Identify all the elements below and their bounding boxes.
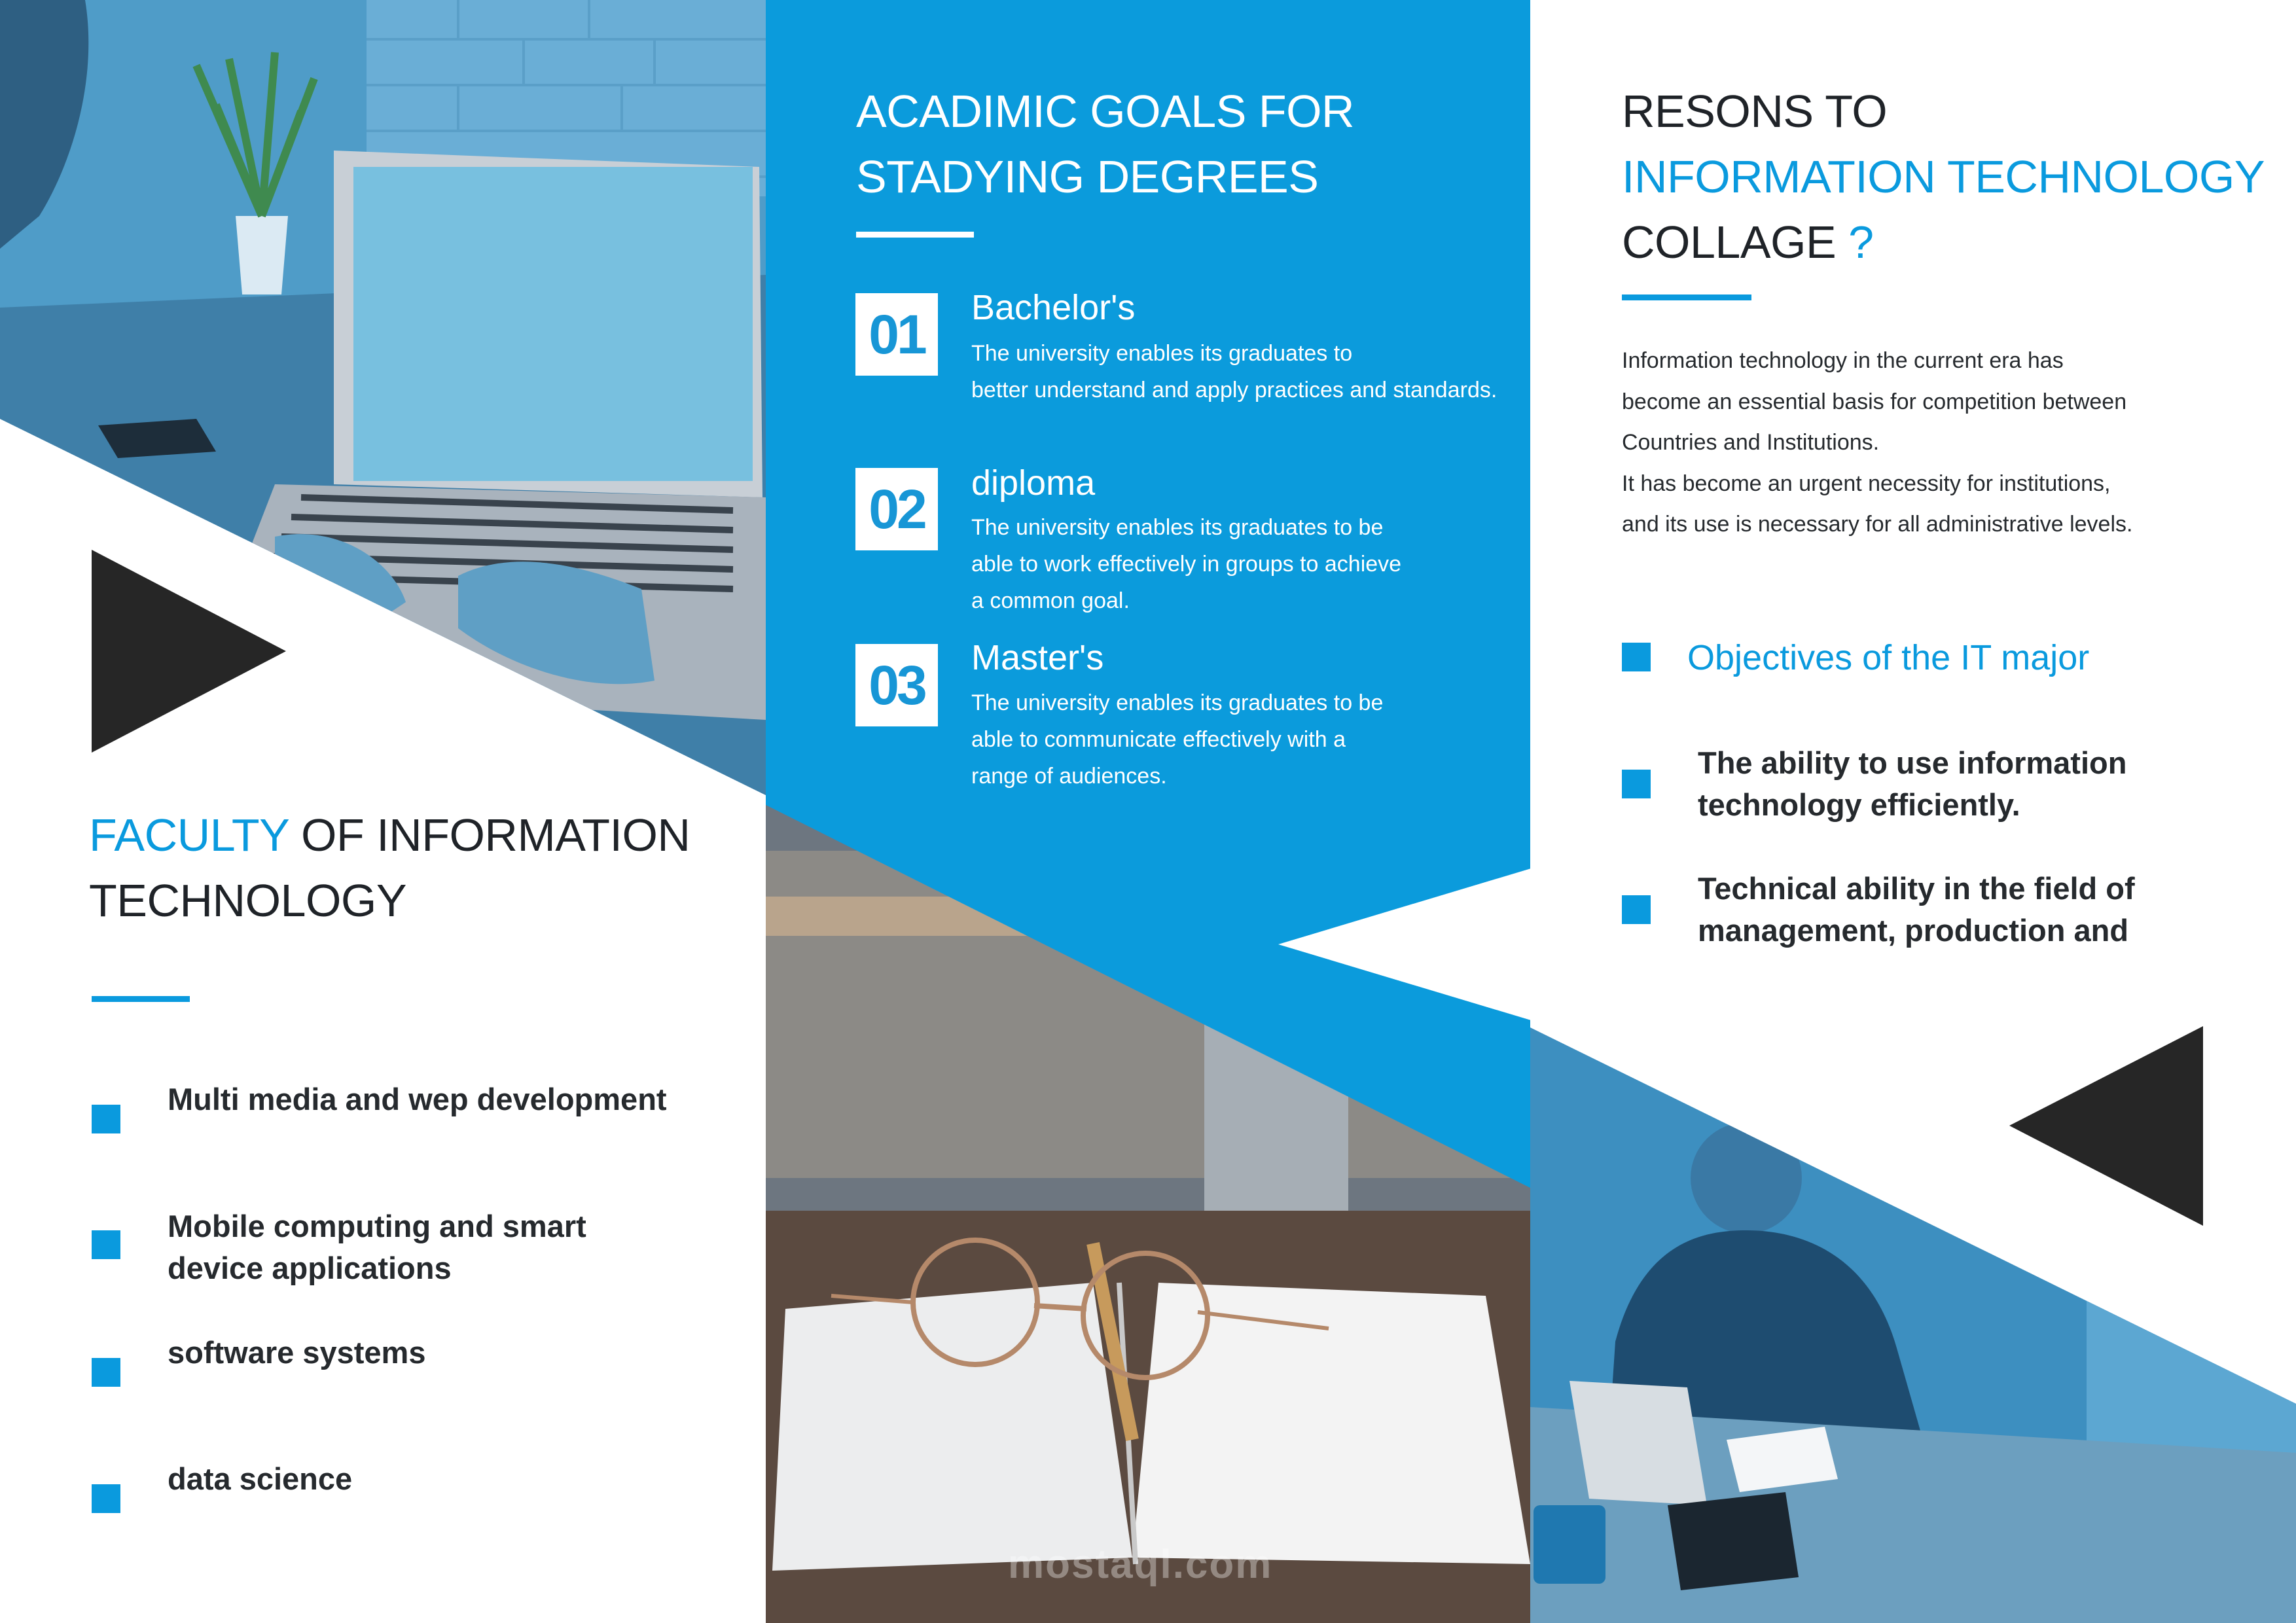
- reasons-heading-line1: RESONS TO: [1622, 86, 1888, 137]
- panel-middle: [766, 0, 1530, 1623]
- objective-item: Technical ability in the field of management, production and: [1698, 871, 2135, 948]
- reasons-heading: [1622, 79, 2289, 275]
- objectives-title: Objectives of the IT major: [1687, 638, 2090, 677]
- list-bullet-icon: [1622, 895, 1651, 924]
- degree-description: The university enables its graduates to better understand and apply practices and standards.: [971, 341, 1498, 402]
- number-badge: 02: [855, 468, 938, 550]
- reasons-heading-line3: COLLAGE: [1622, 217, 1837, 268]
- watermark: mostaql.com: [1008, 1542, 1273, 1587]
- black-triangle-decoration: [92, 550, 288, 753]
- paragraph-line: It has become an urgent necessity for institutions,: [1622, 471, 2111, 496]
- objective-item: The ability to use information technology efficiently.: [1698, 745, 2127, 822]
- question-mark: ?: [1848, 217, 1874, 268]
- paragraph-line: and its use is necessary for all administrative levels.: [1622, 512, 2133, 537]
- paragraph-line: Countries and Institutions.: [1622, 430, 1880, 455]
- degree-title: Master's: [971, 638, 1104, 677]
- list-bullet-icon: [1622, 770, 1651, 798]
- degree-title: diploma: [971, 463, 1096, 503]
- list-item: software systems: [168, 1335, 426, 1370]
- black-triangle-decoration: [2009, 1026, 2206, 1228]
- heading-underline: [856, 232, 974, 238]
- panel-left: [0, 0, 766, 1623]
- faculty-heading: [89, 802, 744, 933]
- goals-heading: [856, 79, 1511, 209]
- section-bullet-icon: [1622, 643, 1651, 671]
- paragraph-line: Information technology in the current era has: [1622, 348, 2064, 373]
- degree-description: The university enables its graduates to be able to work effectively in groups to achieve a common goal.: [971, 515, 1402, 613]
- list-item: data science: [168, 1461, 353, 1496]
- faculty-heading-accent: FACULTY: [89, 810, 289, 861]
- list-bullet-icon: [92, 1230, 120, 1259]
- list-item: Mobile computing and smart device applications: [168, 1209, 586, 1285]
- white-triangle-decoration: [1278, 863, 1530, 1027]
- list-bullet-icon: [92, 1484, 120, 1513]
- list-bullet-icon: [92, 1105, 120, 1133]
- panel-right: [1530, 0, 2296, 1623]
- degree-title: Bachelor's: [971, 288, 1136, 327]
- heading-underline: [92, 996, 190, 1002]
- heading-underline: [1622, 294, 1751, 300]
- faculty-heading-line2: TECHNOLOGY: [89, 875, 407, 926]
- reasons-heading-line2: INFORMATION TECHNOLOGY: [1622, 151, 2265, 202]
- goals-heading-line1: ACADIMIC GOALS FOR: [856, 86, 1355, 137]
- number-badge: 03: [855, 644, 938, 726]
- list-item: Multi media and wep development: [168, 1082, 667, 1116]
- notebook-glasses-photo: [766, 0, 1530, 1623]
- list-bullet-icon: [92, 1358, 120, 1387]
- degree-description: The university enables its graduates to be able to communicate effectively with a range of audiences.: [971, 690, 1384, 789]
- goals-heading-line2: STADYING DEGREES: [856, 151, 1319, 202]
- number-badge: 01: [855, 293, 938, 376]
- faculty-heading-rest: OF INFORMATION: [289, 810, 691, 861]
- reasons-paragraph: [1622, 340, 2283, 545]
- paragraph-line: become an essential basis for competition between: [1622, 389, 2127, 414]
